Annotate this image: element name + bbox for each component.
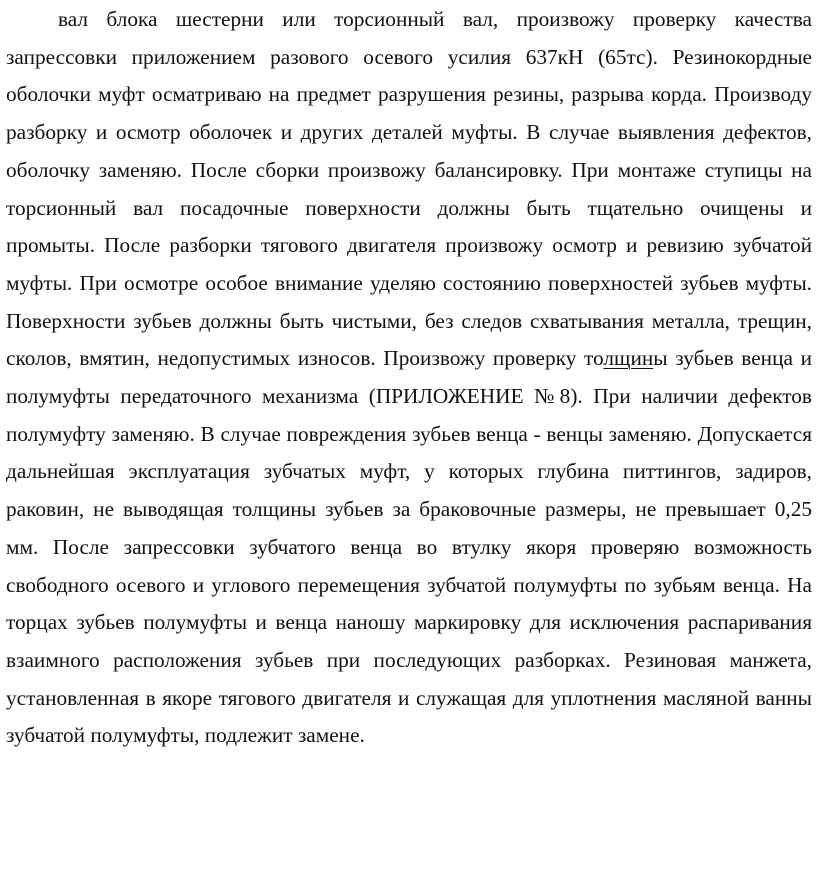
- paragraph-text-end: ы зубьев венца и полумуфты передаточного механизма (ПРИЛОЖЕНИЕ №8). При наличии дефектов полумуфту заменяю. В случае повреждения зубьев венца - венцы заменяю. Допускается дальнейшая эксплуатация зубчатых муфт, у которых глубина питтингов, задиров, раковин, не выводящая толщины зубьев за браковочные размеры, не превышает 0,25 мм. После запрессовки зубчатого венца во втулку якоря проверяю возможность свободного осевого и углового перемещения зубчатой полумуфты по зубьям венца. На торцах зубьев полумуфты и венца наношу маркировку для исключения распаривания взаимного расположения зубьев при последующих разборках. Резиновая манжета, установленная в якоре тягового двигателя и служащая для уплотнения масляной ванны зубчатой полумуфты, подлежит замене.: [6, 346, 812, 748]
- body-paragraph: [6, 0, 812, 755]
- underlined-fragment: лщин: [603, 346, 654, 371]
- paragraph-text-start: вал блока шестерни или торсионный вал, произвожу проверку качества запрессовки приложением разового осевого усилия 637кН (65тс). Резинокордные оболочки муфт осматриваю на предмет разрушения резины, разрыва корда. Производу разборку и осмотр оболочек и других деталей муфты. В случае выявления дефектов, оболочку заменяю. После сборки произвожу балансировку. При монтаже ступицы на торсионный вал посадочные поверхности должны быть тщательно очищены и промыты. После разборки тягового двигателя произвожу осмотр и ревизию зубчатой муфты. При осмотре особое внимание уделяю состоянию поверхностей зубьев муфты. Поверхности зубьев должны быть чистыми, без следов схватывания металла, трещин, сколов, вмятин, недопустимых износов. Произвожу проверку то: [6, 7, 812, 371]
